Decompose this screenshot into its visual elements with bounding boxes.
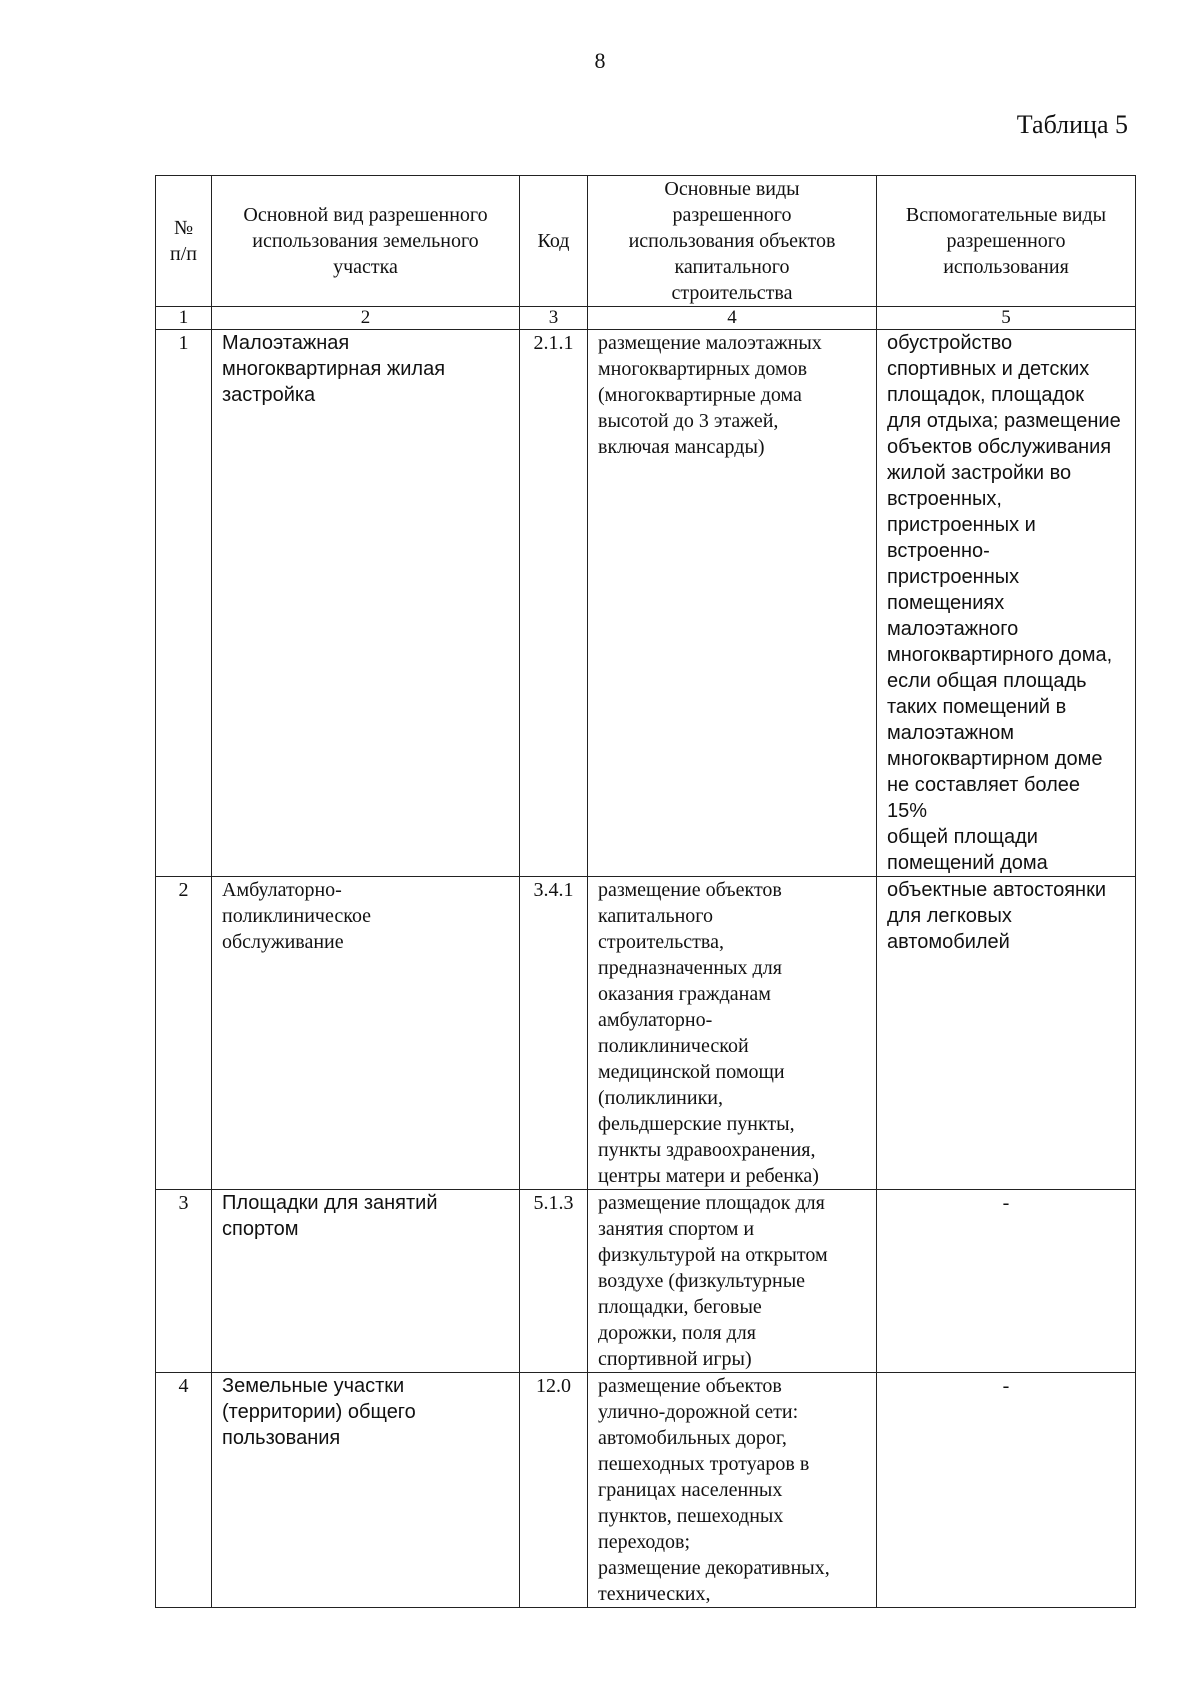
use-code: 12.0	[520, 1373, 588, 1608]
header-code: Код	[520, 176, 588, 307]
use-code: 2.1.1	[520, 330, 588, 877]
land-use-type: Малоэтажная многоквартирная жилая застройка	[212, 330, 520, 877]
column-number: 2	[212, 307, 520, 330]
land-use-type: Земельные участки (территории) общего пользования	[212, 1373, 520, 1608]
table-header-row	[156, 176, 1136, 307]
column-number: 1	[156, 307, 212, 330]
page-number: 8	[594, 48, 606, 73]
row-number: 2	[156, 877, 212, 1190]
column-number: 5	[877, 307, 1136, 330]
main-use-description: размещение объектов капитального строительства, предназначенных для оказания гражданам амбулаторно- поликлинической медицинской помощи (поликлиники, фельдшерские пункты, пункты здравоохранения, центры матери и ребенка)	[588, 877, 877, 1190]
row-number: 1	[156, 330, 212, 877]
header-number: № п/п	[156, 176, 212, 307]
table-row	[156, 330, 1136, 877]
column-number-row	[156, 307, 1136, 330]
main-use-description: размещение площадок для занятия спортом и физкультурой на открытом воздухе (физкультурные площадки, беговые дорожки, поля для спортивной игры)	[588, 1190, 877, 1373]
main-use-description: размещение малоэтажных многоквартирных домов (многоквартирные дома высотой до 3 этажей, включая мансарды)	[588, 330, 877, 877]
table-caption: Таблица 5	[1016, 110, 1128, 139]
auxiliary-use-description: объектные автостоянки для легковых автомобилей	[877, 877, 1136, 1190]
auxiliary-use-description: -	[877, 1373, 1136, 1608]
table-row	[156, 1373, 1136, 1608]
auxiliary-use-description: -	[877, 1190, 1136, 1373]
use-code: 5.1.3	[520, 1190, 588, 1373]
permitted-use-table	[155, 175, 1136, 1608]
table-row	[156, 877, 1136, 1190]
row-number: 3	[156, 1190, 212, 1373]
header-main-capital-use: Основные виды разрешенного использования объектов капитального строительства	[588, 176, 877, 307]
use-code: 3.4.1	[520, 877, 588, 1190]
row-number: 4	[156, 1373, 212, 1608]
header-main-land-use: Основной вид разрешенного использования земельного участка	[212, 176, 520, 307]
main-use-description: размещение объектов улично-дорожной сети: автомобильных дорог, пешеходных тротуаров в границах населенных пунктов, пешеходных переходов; размещение декоративных, технических,	[588, 1373, 877, 1608]
column-number: 3	[520, 307, 588, 330]
column-number: 4	[588, 307, 877, 330]
land-use-type: Площадки для занятий спортом	[212, 1190, 520, 1373]
auxiliary-use-description: обустройство спортивных и детских площадок, площадок для отдыха; размещение объектов обслуживания жилой застройки во встроенных, пристроенных и встроенно- пристроенных помещениях малоэтажного многоквартирного дома, если общая площадь таких помещений в малоэтажном многоквартирном доме не составляет более 15% общей площади помещений дома	[877, 330, 1136, 877]
header-auxiliary-use: Вспомогательные виды разрешенного использования	[877, 176, 1136, 307]
table-row	[156, 1190, 1136, 1373]
land-use-type: Амбулаторно- поликлиническое обслуживание	[212, 877, 520, 1190]
